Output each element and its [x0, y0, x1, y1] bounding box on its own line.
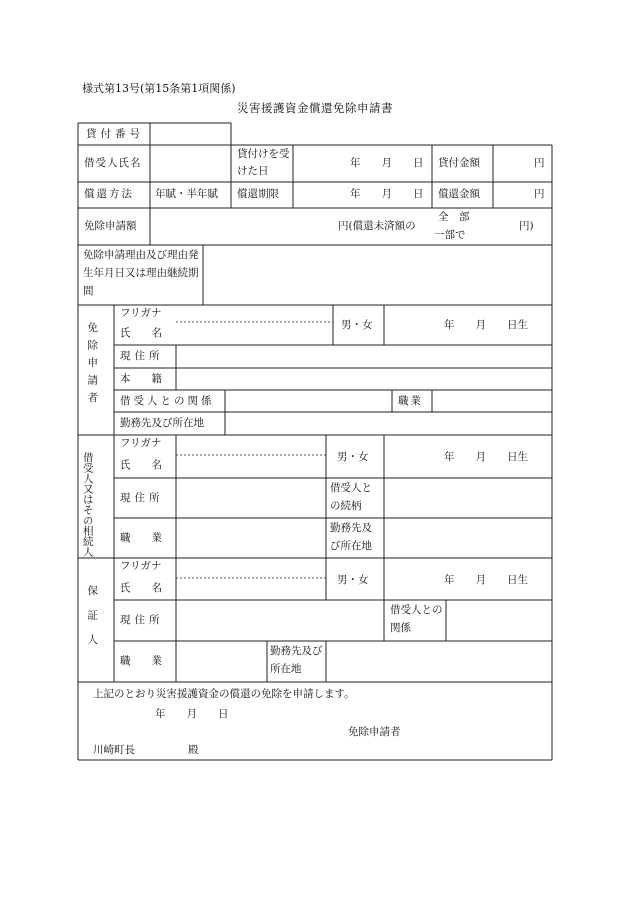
repayment-deadline-label: 償還期限	[237, 188, 279, 200]
form-number: 様式第13号(第15条第1項関係)	[82, 82, 236, 95]
heir-occupation-label: 職 業	[120, 532, 162, 544]
exemption-reason-label: 免除申請理由及び理由発生年月日又は理由継続期間	[83, 249, 199, 297]
guarantor-workplace-label: 勤務先及び所在地	[270, 645, 323, 675]
repayment-method-value: 年賦・半年賦	[155, 188, 218, 200]
exemption-part-option: 一部で	[434, 229, 466, 241]
loan-amount-unit: 円	[534, 157, 545, 169]
repayment-method-label: 償還方法	[84, 188, 134, 200]
guarantor-address-label: 現住所	[120, 614, 164, 626]
repayment-amount-unit: 円	[534, 188, 545, 200]
applicant-name-label: 氏 名	[120, 327, 162, 339]
applicant-section-label: 免除申請者	[86, 322, 99, 410]
addressee: 川崎町長	[93, 744, 135, 756]
guarantor-relation-label: 借受人との関係	[390, 604, 443, 634]
heir-address-label: 現住所	[120, 492, 164, 504]
heir-birthdate: 年 月 日生	[444, 451, 528, 463]
exemption-amount-label: 免除申請額	[84, 220, 137, 232]
applicant-relation-label: 借受人との関係	[120, 395, 215, 407]
applicant-sex: 男・女	[341, 319, 373, 331]
guarantor-furigana-label: フリガナ	[120, 560, 162, 572]
applicant-signature-label: 免除申請者	[348, 726, 401, 738]
exemption-amount-tail: 円)	[519, 220, 534, 232]
applicant-birthdate: 年 月 日生	[444, 319, 528, 331]
heir-furigana-label: フリガナ	[120, 437, 162, 449]
guarantor-name-label: 氏 名	[120, 582, 162, 594]
loan-number-label: 貸付番号	[86, 128, 144, 140]
applicant-furigana-label: フリガナ	[120, 307, 162, 319]
applicant-address-label: 現住所	[120, 350, 164, 362]
form-title: 災害援護資金償還免除申請書	[237, 101, 393, 115]
addressee-honorific: 殿	[188, 744, 199, 756]
heir-relation-label: 借受人との続柄	[330, 482, 372, 512]
repayment-deadline-value: 年 月 日	[350, 188, 424, 200]
applicant-occupation-label: 職業	[398, 395, 423, 407]
guarantor-birthdate: 年 月 日生	[444, 574, 528, 586]
exemption-amount-text: 円(償還未済額の	[338, 220, 416, 232]
applicant-domicile-label: 本 籍	[120, 373, 162, 385]
loan-amount-label: 貸付金額	[438, 157, 480, 169]
heir-sex: 男・女	[337, 451, 369, 463]
guarantor-section-label: 保証人	[86, 585, 99, 659]
loan-date-label: 貸付けを受けた日	[237, 148, 290, 177]
exemption-all-option: 全 部	[438, 211, 470, 223]
application-date: 年 月 日	[155, 708, 229, 720]
applicant-workplace-label: 勤務先及び所在地	[120, 417, 204, 429]
loan-date-value: 年 月 日	[350, 157, 424, 169]
heir-section-label: 借受人又はその相続人	[81, 452, 94, 557]
heir-name-label: 氏 名	[120, 459, 162, 471]
borrower-name-label: 借受人氏名	[84, 157, 142, 169]
application-statement: 上記のとおり災害援護資金の償還の免除を申請します。	[93, 688, 355, 700]
repayment-amount-label: 償還金額	[438, 188, 480, 200]
guarantor-occupation-label: 職 業	[120, 655, 162, 667]
heir-workplace-label: 勤務先及び所在地	[330, 522, 372, 552]
guarantor-sex: 男・女	[337, 574, 369, 586]
